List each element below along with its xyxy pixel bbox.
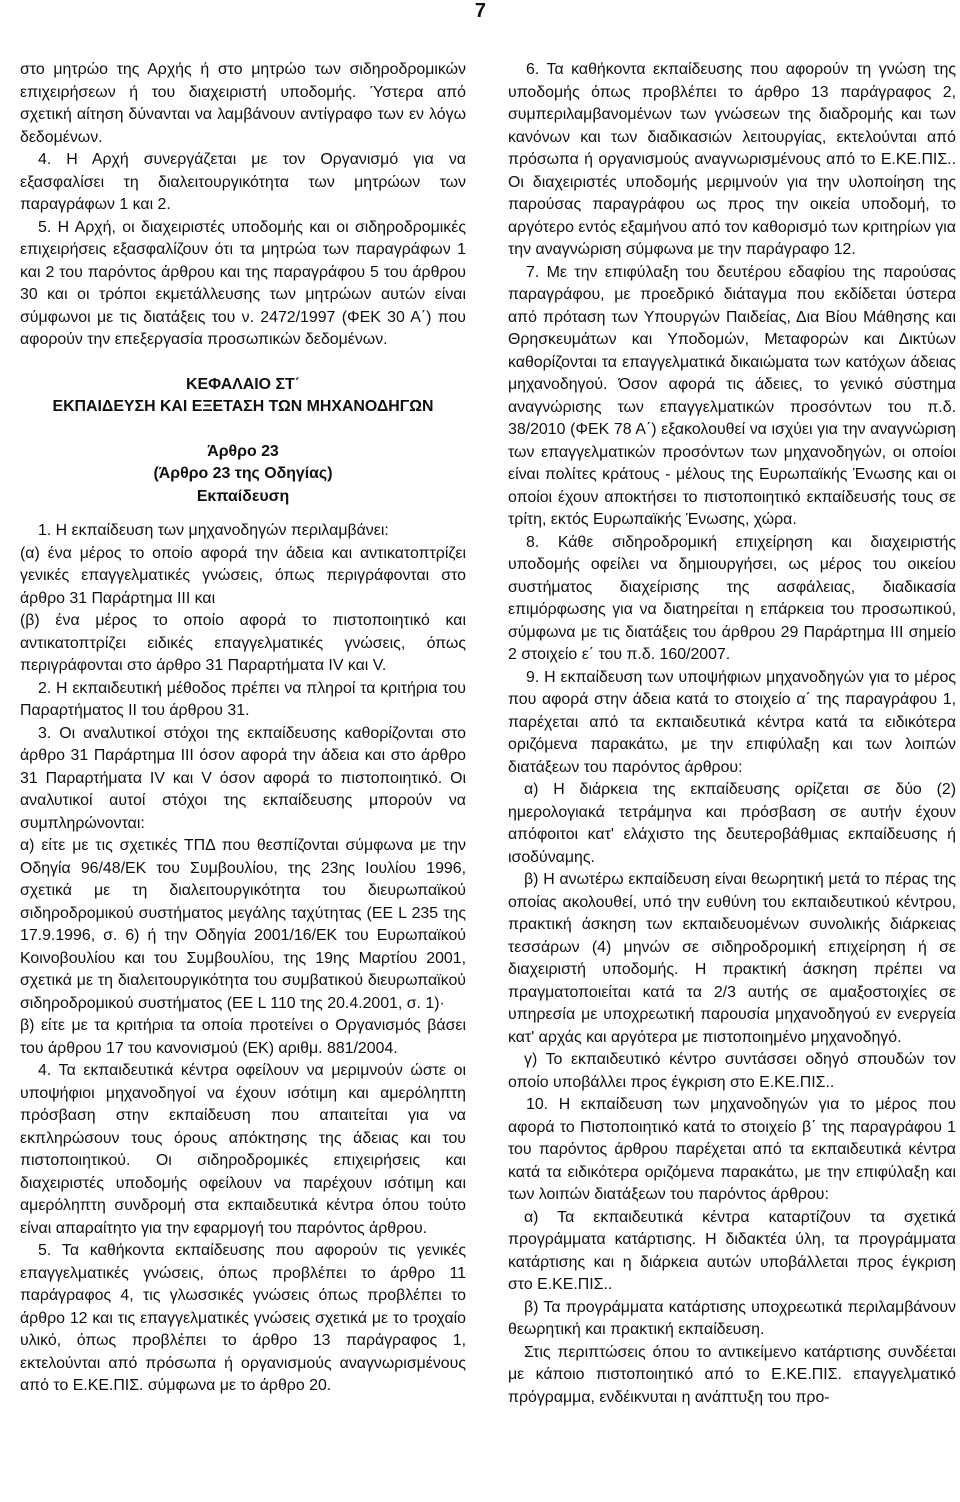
paragraph-1-training-includes: 1. Η εκπαίδευση των μηχανοδηγών περιλαμβάνει:: [38, 522, 389, 539]
paragraph-3-objectives: 3. Οι αναλυτικοί στόχοι της εκπαίδευσης καθορίζονται στο άρθρο 31 Παράρτημα ΙΙΙ όσον αφορά την άδεια και στο άρθρο 31 Παραρτήματα IV και V όσον αφορά το πιστοποιητικό. Οι αναλυτικοί αυτοί στόχοι της εκπαίδευσης μπορούν να συμπληρώνονται:: [20, 724, 466, 832]
paragraph-7-rights: 7. Με την επιφύλαξη του δευτέρου εδαφίου της παρούσας παραγράφου, με προεδρικό διάταγμα που εκδίδεται ύστερα από πρόταση των Υπουργών Παιδείας, Δια Βίου Μάθησης και Θρησκευμάτων και Υποδομών, Μεταφορών και Δικτύων καθορίζονται τα επαγγελματικά δικαιώματα των κατόχων άδειας μηχανοδηγού. Όσον αφορά τις άδειες, το γενικό σύστημα αναγνώρισης των επαγγελματικών προσόντων του π.δ. 38/2010 (ΦΕΚ 78 Α΄) εξακολουθεί να ισχύει για την αναγνώριση των επαγγελματικών προσόντων των μηχανοδηγών, οι οποίοι είναι πολίτες κράτους - μέλους της Ευρωπαϊκής Ένωσης και οι οποίοι έχουν αποκτήσει το πιστοποιητικό εκπαίδευσής τους σε τρίτη, εκτός Ευρωπαϊκής Ένωσης, χώρα.: [508, 263, 956, 528]
article-title: Άρθρο 23: [207, 442, 279, 460]
paragraph-5-data-protection: 5. Η Αρχή, οι διαχειριστές υποδομής και οι σιδηροδρομικές επιχειρήσεις εξασφαλίζουν ότι τα μητρώα των παραγράφων 1 και 2 του παρόντος άρθρου και της παραγράφου 5 του άρθρου 30 και οι τρόποι εκμετάλλευσης των μητρώων αυτών είναι σύμφωνοι με τις διατάξεις του ν. 2472/1997 (ΦΕΚ 30 Α΄) που αφορούν την επεξεργασία προσωπικών δεδομένων.: [20, 218, 466, 348]
paragraph-cases: Στις περιπτώσεις όπου το αντικείμενο κατάρτισης συνδέεται με κάποιο πιστοποιητικό από το Ε.ΚΕ.ΠΙΣ. επαγγελματικό πρόγραμμα, ενδέικνυται η ανάπτυξη του προ-: [508, 1343, 956, 1406]
item-b-certificate: (β) ένα μέρος το οποίο αφορά το πιστοποιητικό και αντικατοπτρίζει ειδικές επαγγελματικές γνώσεις, όπως περιγράφονται στο άρθρο 31 Παραρτήματα IV και V.: [20, 612, 466, 674]
item-b-practice: β) Η ανωτέρω εκπαίδευση είναι θεωρητική μετά το πέρας της οποίας ακολουθεί, υπό την ευθύνη του εκπαιδευτικού κέντρου, πρακτική άσκηση των εκπαιδευομένων συνολικής διάρκειας τεσσάρων (4) μηνών σε σιδηροδρομική επιχείρηση ή σε διαχειριστή υποδομής. Η πρακτική άσκηση πρέπει να πραγματοποιείται κατά τα 2/3 αυτής σε αμαξοστοιχίες σε υπηρεσία με υποχρεωτική παρουσία μηχανοδηγού εν ενεργεία κατ' αρχάς και αργότερα με πιστοποιημένο μηχανοδηγό.: [508, 871, 956, 1046]
paragraph-10-certificate-training: 10. Η εκπαίδευση των μηχανοδηγών για το μέρος που αφορά το Πιστοποιητικό κατά το στοιχείο β΄ της παραγράφου 1 του παρόντος άρθρου παρέχεται από τα εκπαιδευτικά κέντρα κατά τα ειδικότερα οριζόμενα παρακάτω, με την επιφύλαξη και των λοιπών διατάξεων του παρόντος άρθρου:: [508, 1096, 956, 1203]
item-b-criteria: β) είτε με τα κριτήρια τα οποία προτείνει ο Οργανισμός βάσει του άρθρου 17 του κανονισμού (ΕΚ) αριθμ. 881/2004.: [20, 1017, 466, 1057]
article-reference: (Άρθρο 23 της Οδηγίας): [153, 465, 333, 482]
paragraph-4-interoperability: 4. Η Αρχή συνεργάζεται με τον Οργανισμό για να εξασφαλίσει τη διαλειτουργικότητα των μητρώων των παραγράφων 1 και 2.: [20, 151, 466, 213]
paragraph-4-access: 4. Τα εκπαιδευτικά κέντρα οφείλουν να μεριμνούν ώστε οι υποψήφιοι μηχανοδηγοί να έχουν ισότιμη και αμερόληπτη πρόσβαση στην εκπαίδευση που απαιτείται για να εκπληρώσουν τους όρους απόκτησης της άδειας και του πιστοποιητικού. Οι σιδηροδρομικές επιχειρήσεις και διαχειριστές υποδομής οφείλουν να παρέχουν ισότιμη και αμερόληπτη συνδρομή στα εκπαιδευτικά κέντρα όπου τούτο είναι απαραίτητο για την εφαρμογή του παρόντος άρθρου.: [20, 1062, 466, 1237]
paragraph-registry-access: στο μητρώο της Αρχής ή στο μητρώο των σιδηροδρομικών επιχειρήσεων ή του διαχειριστή υποδομής. Ύστερα από σχετική αίτηση δύνανται να λαμβάνουν αντίγραφο των εν λόγω δεδομένων.: [20, 61, 466, 146]
item-a-tsi: α) είτε με τις σχετικές ΤΠΔ που θεσπίζονται σύμφωνα με την Οδηγία 96/48/ΕΚ του Συμβουλίου, της 23ης Ιουλίου 1996, σχετικά με τη διαλειτουργικότητα του διευρωπαϊκού σιδηροδρομικού συστήματος μεγάλης ταχύτητας (ΕΕ L 235 της 17.9.1996, σ. 6) ή την Οδηγία 2001/16/ΕΚ του Ευρωπαϊκού Κοινοβουλίου και του Συμβουλίου, της 19ης Μαρτίου 2001, σχετικά με τη διαλειτουργικότητα του συμβατικού διευρωπαϊκού σιδηροδρομικού συστήματος (ΕΕ L 110 της 20.4.2001, σ. 1)·: [20, 837, 466, 1012]
item-c-study-guide: γ) Το εκπαιδευτικό κέντρο συντάσσει οδηγό σπουδών τον οποίο υποβάλλει προς έγκριση στο Ε.ΚΕ.ΠΙΣ..: [508, 1051, 956, 1091]
chapter-title: ΚΕΦΑΛΑΙΟ ΣΤ΄: [186, 375, 300, 393]
item-a-programs: α) Τα εκπαιδευτικά κέντρα καταρτίζουν τα σχετικά προγράμματα κατάρτισης. Η διδακτέα ύλη, τα προγράμματα κατάρτισης και η διάρκεια αυτών υποβάλλεται προς έγκριση στο Ε.ΚΕ.ΠΙΣ..: [508, 1208, 956, 1293]
item-a-license: (α) ένα μέρος το οποίο αφορά την άδεια και αντικατοπτρίζει γενικές επαγγελματικές γνώσεις, όπως περιγράφονται στο άρθρο 31 Παράρτημα III και: [20, 544, 466, 607]
article-name: Εκπαίδευση: [196, 487, 290, 505]
paragraph-6-infrastructure: 6. Τα καθήκοντα εκπαίδευσης που αφορούν τη γνώση της υποδομής όπως προβλέπει το άρθρο 13 παράγραφος 2, συμπεριλαμβανομένων των γνώσεων της διαδρομής και των κανόνων και των διαδικασιών λειτουργίας, εκτελούνται από πρόσωπα ή οργανισμούς αναγνωρισμένους από το Ε.ΚΕ.ΠΙΣ.. Οι διαχειριστές υποδομής μεριμνούν για την υλοποίηση της παρούσας παραγράφου ως προς την οικεία υποδομή, το αργότερο εντός εξαμήνου από τον καθορισμό των κριτηρίων για την αναγνώριση σύμφωνα με την παράγραφο 12.: [508, 61, 956, 258]
paragraph-8-competence: 8. Κάθε σιδηροδρομική επιχείρηση και διαχειριστής υποδομής οφείλει να δημιουργήσει, ως μέρος του οικείου συστήματος διαχείρισης της ασφάλειας, διαδικασία επιμόρφωσης για να διατηρείται η επάρκεια του προσωπικού, σύμφωνα με τις διατάξεις του άρθρου 29 Παράρτημα ΙΙΙ σημείο 2 στοιχείο ε΄ του π.δ. 160/2007.: [508, 533, 956, 663]
item-a-duration: α) Η διάρκεια της εκπαίδευσης ορίζεται σε δύο (2) ημερολογιακά τετράμηνα και πρόσβαση σε αυτήν έχουν απόφοιτοι κατ' ελάχιστο της δευτεροβάθμιας εκπαίδευσης ή ισοδύναμης.: [508, 781, 956, 866]
right-column: [508, 59, 956, 1409]
page-number: 7: [474, 0, 486, 22]
paragraph-2-method: 2. Η εκπαιδευτική μέθοδος πρέπει να πληροί τα κριτήρια του Παραρτήματος ΙΙ του άρθρου 31.: [20, 679, 466, 719]
chapter-subtitle: ΕΚΠΑΙΔΕΥΣΗ ΚΑΙ ΕΞΕΤΑΣΗ ΤΩΝ ΜΗΧΑΝΟΔΗΓΩΝ: [52, 398, 434, 415]
left-column: [20, 59, 466, 1398]
paragraph-5-tasks: 5. Τα καθήκοντα εκπαίδευσης που αφορούν τις γενικές επαγγελματικές γνώσεις, όπως προβλέπει το άρθρο 11 παράγραφος 4, τις γλωσσικές γνώσεις όπως προβλέπει το άρθρο 12 και τις επαγγελματικές γνώσεις σχετικά με το τροχαίο υλικό, όπως προβλέπει το άρθρο 13 παράγραφος 1, εκτελούνται από πρόσωπα ή οργανισμούς αναγνωρισμένους από το Ε.ΚΕ.ΠΙΣ. σύμφωνα με το άρθρο 20.: [20, 1242, 466, 1394]
item-b-theory-practice: β) Τα προγράμματα κατάρτισης υποχρεωτικά περιλαμβάνουν θεωρητική και πρακτική εκπαίδευση.: [508, 1298, 956, 1338]
paragraph-9-license-training: 9. Η εκπαίδευση των υποψήφιων μηχανοδηγών για το μέρος που αφορά στην άδεια κατά το στοιχείο α΄ της παραγράφου 1, παρέχεται από τα εκπαιδευτικά κέντρα κατά τα ειδικότερα οριζόμενα παρακάτω, με την επιφύλαξη και των λοιπών διατάξεων του παρόντος άρθρου:: [508, 668, 956, 776]
